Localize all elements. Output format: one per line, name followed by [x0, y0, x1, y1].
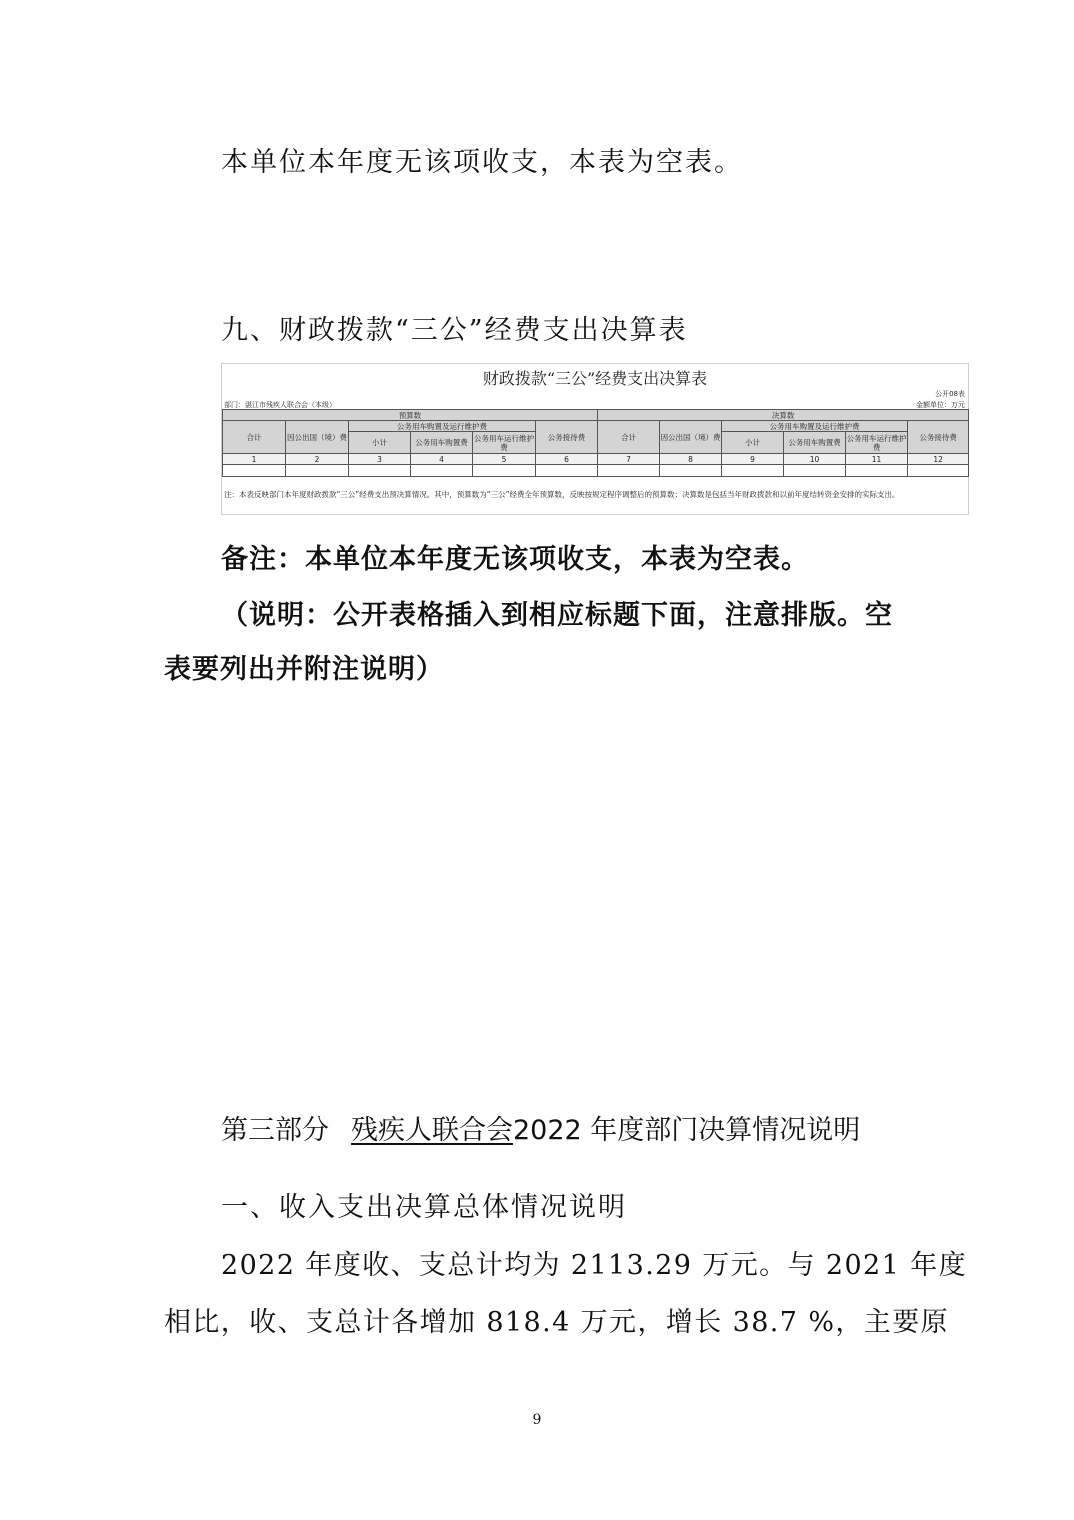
empty-cell [784, 465, 846, 477]
group-header-budget: 预算数 [223, 410, 598, 421]
col-header-vehicle: 公务用车购置及运行维护费 [349, 421, 536, 432]
col-number: 9 [722, 454, 784, 465]
page-number: 9 [532, 1412, 542, 1428]
empty-cell [536, 465, 598, 477]
body-text-line-1: 2022 年度收、支总计均为 2113.29 万元。与 2021 年度 [221, 1250, 967, 1281]
part-label: 第三部分 [221, 1115, 329, 1146]
part-title-rest: 2022 年度部门决算情况说明 [513, 1115, 861, 1146]
sheet-title: 财政拨款“三公”经费支出决算表 [482, 369, 708, 388]
col-header-reception: 公务接待费 [536, 421, 598, 454]
empty-cell [349, 465, 411, 477]
empty-table-notice: 本单位本年度无该项收支，本表为空表。 [221, 147, 743, 178]
col-header-abroad: 因公出国（境）费 [660, 421, 722, 454]
col-header-purchase: 公务用车购置费 [411, 432, 473, 454]
organization-name: 残疾人联合会 [351, 1115, 513, 1146]
col-number: 6 [536, 454, 598, 465]
col-header-purchase: 公务用车购置费 [784, 432, 846, 454]
remark-text: 备注：本单位本年度无该项收支，本表为空表。 [221, 544, 809, 575]
col-number: 1 [223, 454, 286, 465]
col-header-total: 合计 [598, 421, 660, 454]
col-header-operation: 公务用车运行维护费 [846, 433, 907, 452]
col-number: 4 [411, 454, 473, 465]
sheet-note: 注：本表反映部门本年度财政拨款“三公”经费支出预决算情况。其中，预算数为“三公”经费全年预算数，反映按规定程序调整后的预算数；决算数是包括当年财政拨款和以前年度结转资金安排的实际支出。 [224, 490, 900, 499]
empty-cell [411, 465, 473, 477]
col-number: 11 [846, 454, 908, 465]
empty-cell [846, 465, 908, 477]
empty-cell [722, 465, 784, 477]
empty-cell [286, 465, 349, 477]
col-header-subtotal: 小计 [349, 432, 411, 454]
col-number: 2 [286, 454, 349, 465]
col-header-vehicle: 公务用车购置及运行维护费 [722, 421, 908, 432]
section-heading-nine: 九、财政拨款“三公”经费支出决算表 [221, 315, 688, 346]
three-public-expenses-table-image [221, 363, 969, 515]
empty-cell [660, 465, 722, 477]
col-number: 8 [660, 454, 722, 465]
col-number: 3 [349, 454, 411, 465]
sheet-code: 公开08表 [935, 390, 965, 398]
explanation-line-1: （说明：公开表格插入到相应标题下面，注意排版。空 [221, 600, 893, 631]
col-number: 5 [473, 454, 536, 465]
expense-grid [222, 409, 969, 477]
empty-cell [223, 465, 286, 477]
empty-cell [473, 465, 536, 477]
col-header-reception: 公务接待费 [908, 421, 969, 454]
col-header-abroad: 因公出国（境）费 [286, 421, 349, 454]
part-three-heading [221, 1108, 860, 1147]
sheet-department: 部门：湛江市残疾人联合会（本级） [224, 401, 336, 409]
col-number: 7 [598, 454, 660, 465]
group-header-final: 决算数 [598, 410, 969, 421]
sheet-unit: 金额单位：万元 [916, 401, 965, 409]
col-header-operation: 公务用车运行维护费 [474, 433, 534, 452]
body-text-line-2: 相比，收、支总计各增加 818.4 万元，增长 38.7 %，主要原 [164, 1307, 949, 1338]
col-number: 12 [908, 454, 969, 465]
section-heading-one: 一、收入支出决算总体情况说明 [221, 1192, 627, 1223]
empty-cell [598, 465, 660, 477]
col-header-subtotal: 小计 [722, 432, 784, 454]
col-header-total: 合计 [223, 421, 286, 454]
explanation-line-2: 表要列出并附注说明） [164, 654, 444, 685]
empty-cell [908, 465, 969, 477]
col-number: 10 [784, 454, 846, 465]
